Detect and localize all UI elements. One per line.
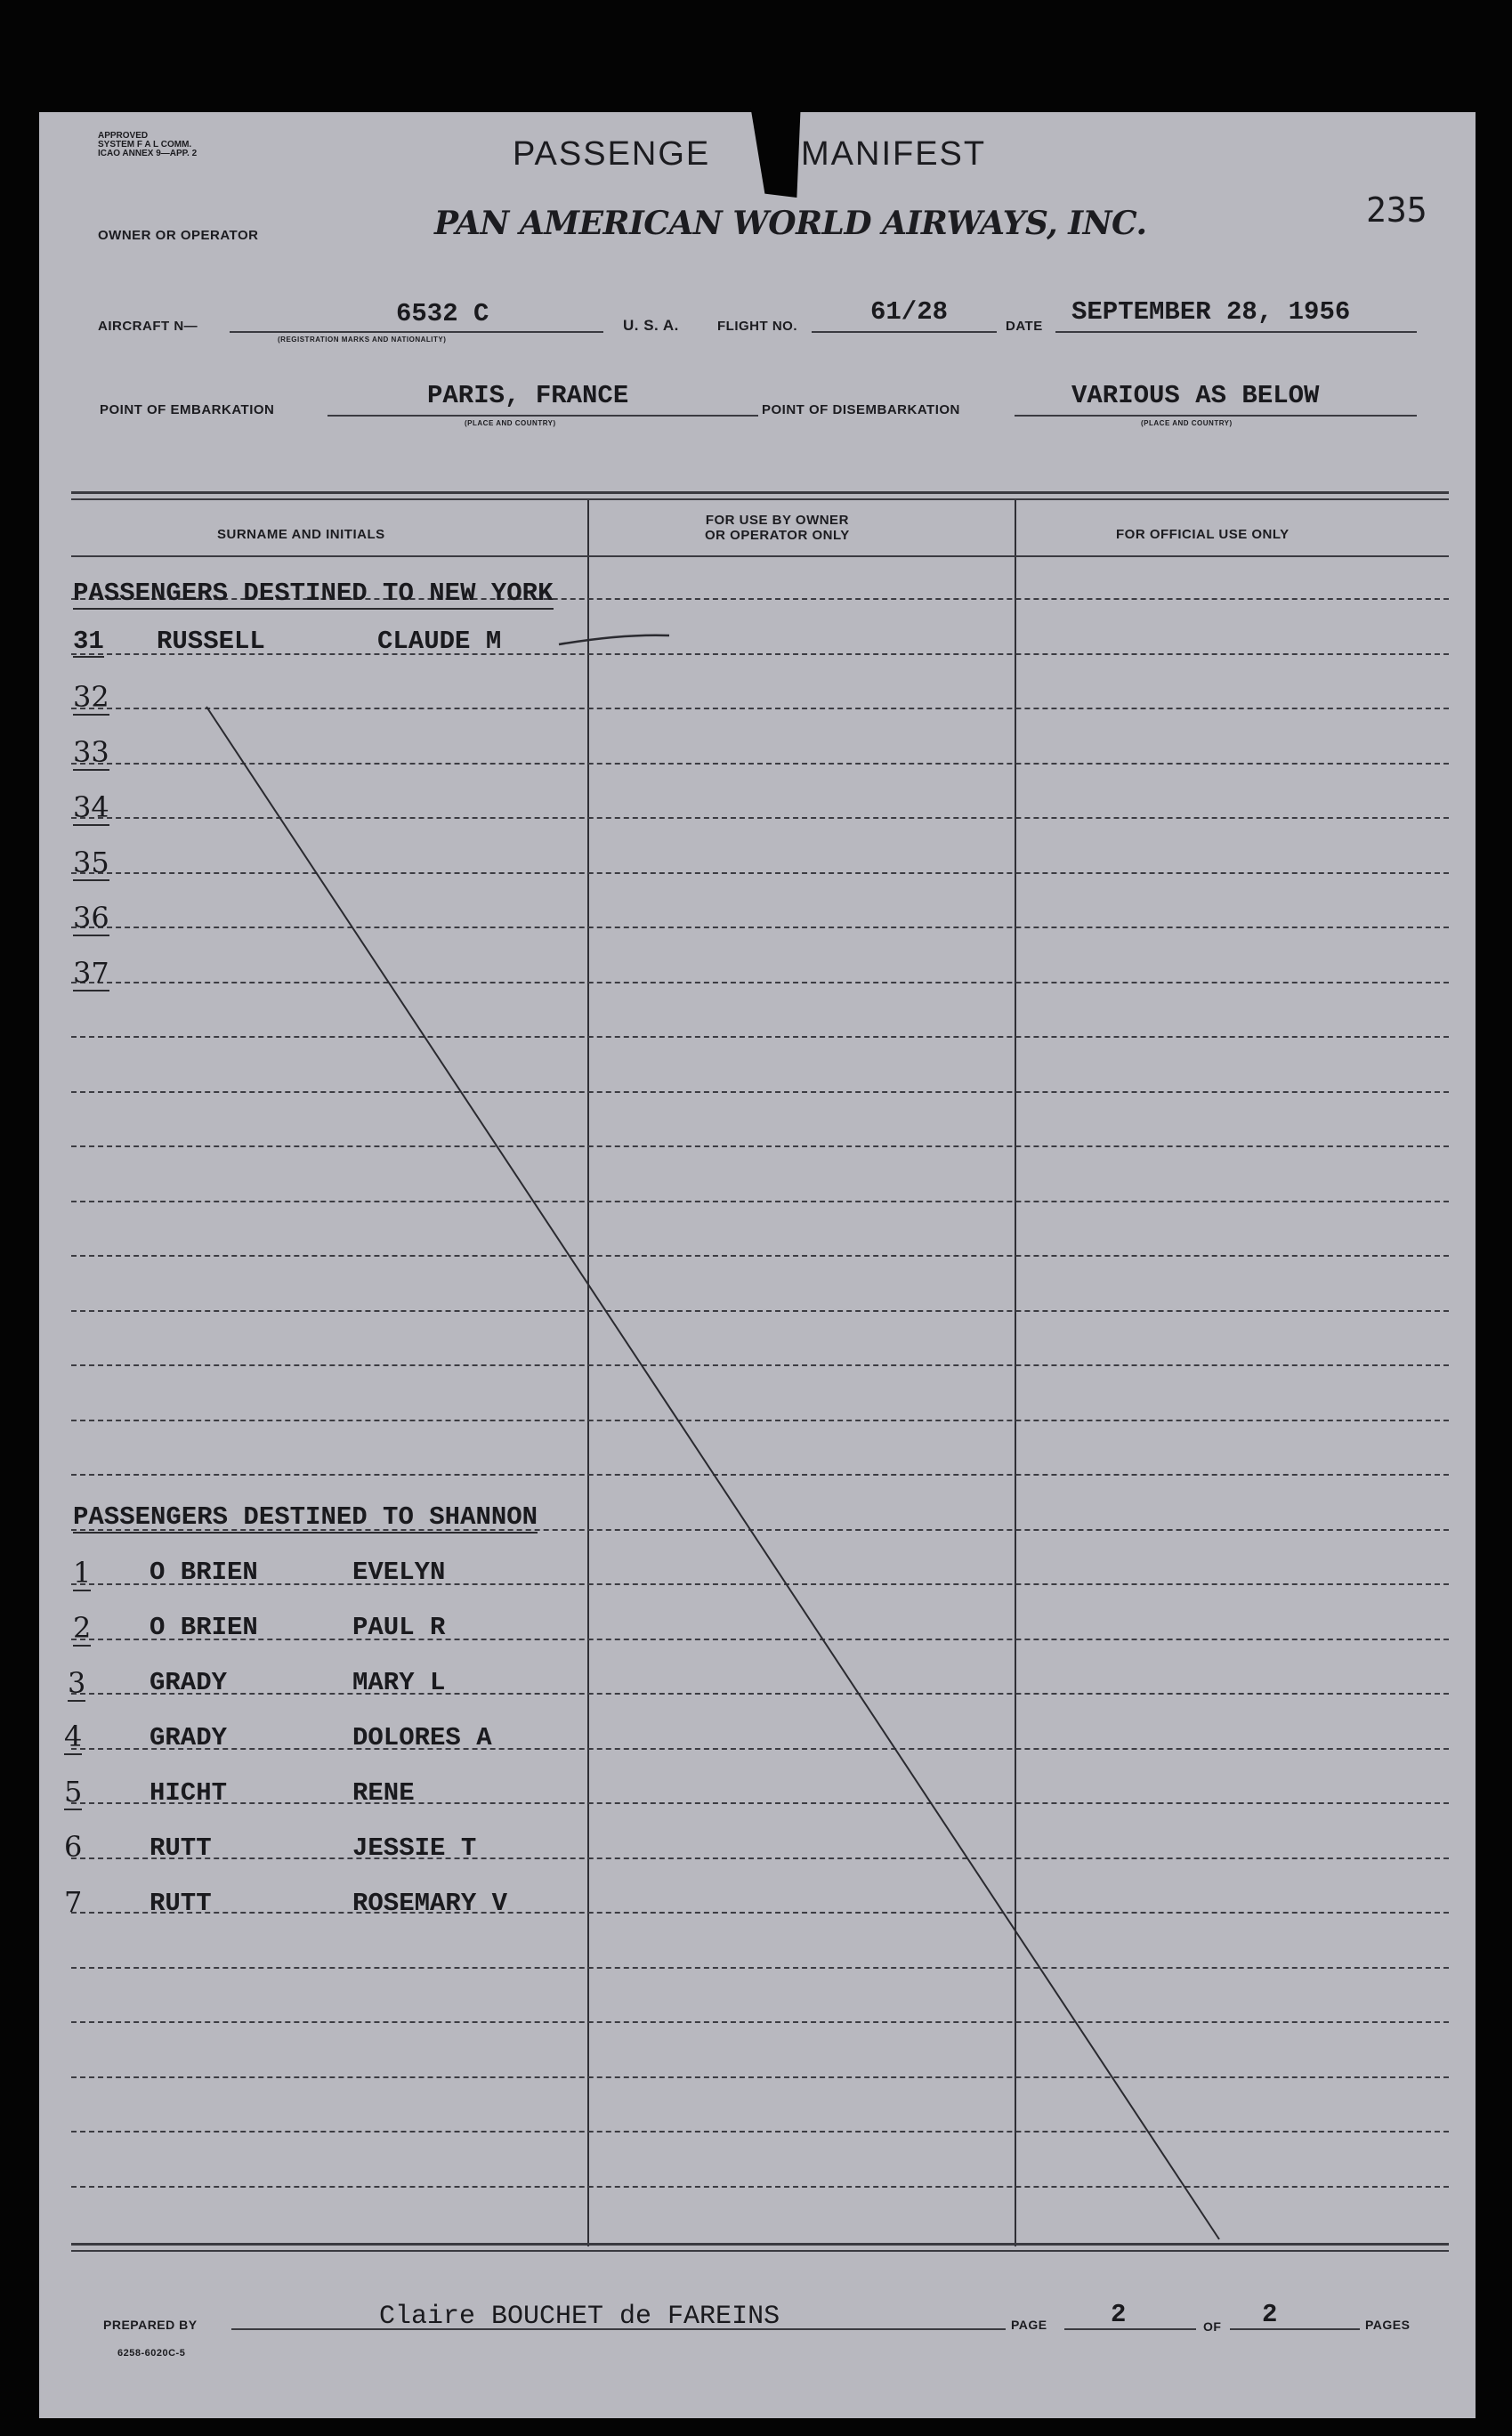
prepared-by-value: Claire BOUCHET de FAREINS: [379, 2302, 780, 2332]
page-number: 235: [1366, 190, 1427, 230]
row-number: 31: [73, 627, 104, 656]
row-number: 5: [64, 1775, 83, 1809]
embarkation-underline: [327, 415, 758, 417]
ledger-line: [71, 1748, 1449, 1750]
airline-name: PAN AMERICAN WORLD AIRWAYS, INC.: [434, 205, 1147, 242]
passenger-given-name: CLAUDE M: [377, 627, 502, 656]
row-number: 36: [73, 901, 109, 935]
passenger-given-name: DOLORES A: [352, 1723, 492, 1752]
passenger-surname: RUTT: [150, 1889, 212, 1918]
ledger-line: [71, 763, 1449, 765]
row-number: 37: [73, 956, 109, 990]
passenger-given-name: ROSEMARY V: [352, 1889, 508, 1918]
passenger-surname: O BRIEN: [150, 1613, 258, 1642]
ledger-line: [71, 872, 1449, 874]
ledger-line: [71, 1912, 1449, 1914]
ledger-line: [71, 1967, 1449, 1969]
aircraft-underline: [230, 331, 603, 333]
form-title-right: MANIFEST: [801, 135, 987, 173]
table-bottom-rule: [71, 2243, 1449, 2246]
ledger-line: [71, 1091, 1449, 1093]
row-number: 7: [64, 1885, 83, 1919]
row-number: 3: [68, 1666, 86, 1700]
passenger-given-name: EVELYN: [352, 1558, 446, 1587]
aircraft-caption: (REGISTRATION MARKS AND NATIONALITY): [278, 336, 447, 344]
ledger-line: [71, 1474, 1449, 1476]
row-number: 2: [73, 1611, 92, 1645]
row-number: 33: [73, 735, 109, 769]
table-top-rule: [71, 491, 1449, 494]
row-number: 4: [64, 1720, 83, 1753]
row-number: 6: [64, 1830, 83, 1864]
prepared-by-label: PREPARED BY: [103, 2318, 198, 2332]
of-underline: [1230, 2328, 1360, 2330]
passenger-surname: O BRIEN: [150, 1558, 258, 1587]
column-header-owner-use: FOR USE BY OWNER OR OPERATOR ONLY: [705, 513, 850, 543]
embarkation-caption: (PLACE AND COUNTRY): [465, 419, 556, 427]
page-underline: [1064, 2328, 1196, 2330]
ledger-line: [71, 653, 1449, 655]
row-number: 1: [73, 1556, 92, 1590]
ledger-line: [71, 2186, 1449, 2188]
ledger-line: [71, 1857, 1449, 1859]
date-underline: [1055, 331, 1417, 333]
table-bottom-rule-2: [71, 2250, 1449, 2252]
flight-label: FLIGHT NO.: [717, 319, 797, 334]
row-number: 32: [73, 680, 109, 714]
ledger-line: [71, 1693, 1449, 1695]
row-number: 35: [73, 846, 109, 879]
form-title-left: PASSENGE: [513, 135, 711, 173]
row-number: 34: [73, 790, 109, 824]
ledger-line: [71, 1364, 1449, 1366]
owner-label: OWNER OR OPERATOR: [98, 228, 259, 243]
pages-label: PAGES: [1365, 2318, 1411, 2332]
ledger-line: [71, 708, 1449, 709]
ledger-line: [71, 1255, 1449, 1257]
disembarkation-underline: [1015, 415, 1417, 417]
flight-underline: [812, 331, 997, 333]
disembarkation-label: POINT OF DISEMBARKATION: [762, 402, 960, 417]
date-value: SEPTEMBER 28, 1956: [1071, 297, 1351, 327]
ledger-line: [71, 927, 1449, 928]
passenger-surname: HICHT: [150, 1778, 228, 1808]
ledger-line: [71, 1802, 1449, 1804]
ledger-line: [71, 2021, 1449, 2023]
date-label: DATE: [1006, 319, 1043, 334]
ledger-line: [71, 2131, 1449, 2133]
of-label: OF: [1203, 2319, 1222, 2334]
passenger-surname: RUTT: [150, 1833, 212, 1863]
ledger-line: [71, 1145, 1449, 1147]
passenger-given-name: PAUL R: [352, 1613, 446, 1642]
ledger-line: [71, 1420, 1449, 1421]
ledger-line: [71, 982, 1449, 983]
usa-label: U. S. A.: [623, 317, 679, 334]
embarkation-label: POINT OF EMBARKATION: [100, 402, 275, 417]
aircraft-value: 6532 C: [396, 299, 489, 328]
embarkation-value: PARIS, FRANCE: [427, 381, 629, 410]
passenger-surname: GRADY: [150, 1723, 228, 1752]
page-value: 2: [1111, 2300, 1127, 2329]
passenger-given-name: RENE: [352, 1778, 415, 1808]
passenger-given-name: JESSIE T: [352, 1833, 477, 1863]
of-value: 2: [1262, 2300, 1278, 2329]
ledger-line: [71, 1201, 1449, 1202]
section-heading-new-york: PASSENGERS DESTINED TO NEW YORK: [73, 579, 554, 608]
manifest-form: [39, 112, 1476, 2418]
column-header-surname: SURNAME AND INITIALS: [217, 527, 385, 542]
disembarkation-value: VARIOUS AS BELOW: [1071, 381, 1320, 410]
ledger-line: [71, 1036, 1449, 1038]
disembarkation-caption: (PLACE AND COUNTRY): [1141, 419, 1233, 427]
passenger-given-name: MARY L: [352, 1668, 446, 1697]
aircraft-label: AIRCRAFT N—: [98, 319, 198, 334]
ledger-line: [71, 2076, 1449, 2078]
ledger-line: [71, 1583, 1449, 1585]
ledger-line: [71, 817, 1449, 819]
ledger-line: [71, 1639, 1449, 1640]
column-header-official: FOR OFFICIAL USE ONLY: [1116, 527, 1290, 542]
approval-stamp: APPROVED SYSTEM F A L COMM. ICAO ANNEX 9—APP. 2: [98, 131, 198, 158]
header-bottom-rule: [71, 555, 1449, 557]
passenger-surname: GRADY: [150, 1668, 228, 1697]
ledger-line: [71, 1310, 1449, 1312]
section-heading-shannon: PASSENGERS DESTINED TO SHANNON: [73, 1502, 538, 1532]
page-label: PAGE: [1011, 2318, 1047, 2332]
form-code: 6258-6020C-5: [117, 2348, 186, 2359]
flight-value: 61/28: [870, 297, 949, 327]
passenger-surname: RUSSELL: [157, 627, 265, 656]
table-top-rule-2: [71, 498, 1449, 500]
